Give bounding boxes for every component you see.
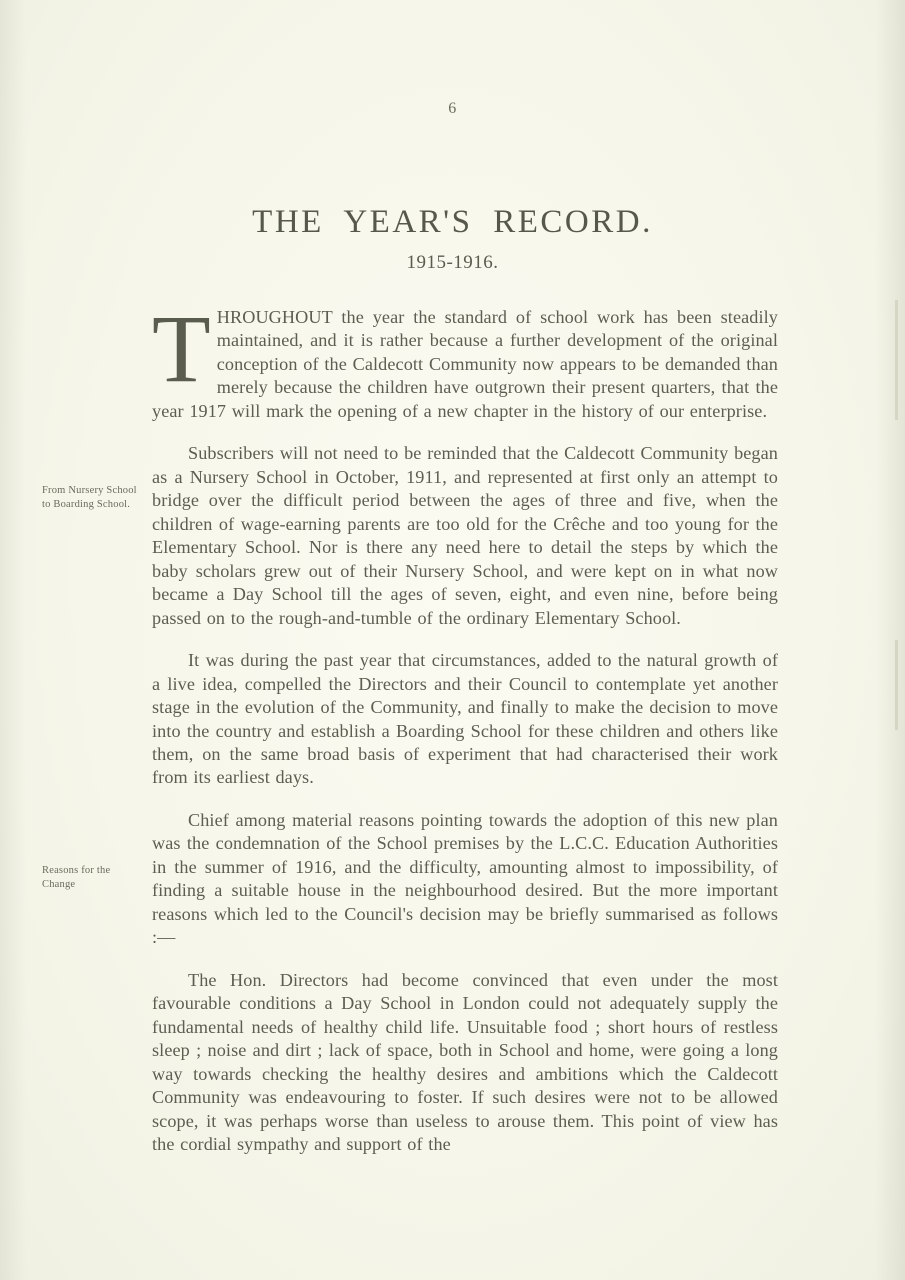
page-edge-mark <box>895 300 898 420</box>
paragraph-subscribers: Subscribers will not need to be reminded that the Caldecott Community began as a Nursery School in October, 1911, and represented at first only an attempt to bridge over the difficult period between the ages of three and five, when the children of wage-earning parents are too old for the Crêche and too young for the Elementary School. Nor is there any need here to detail the steps by which the baby scholars grew out of their Nursery School, and were kept on in what now became a Day School till the ages of seven, eight, and even nine, before being passed on to the rough-and-tumble of the ordinary Elementary School. <box>152 443 778 628</box>
paragraph-hon-directors: The Hon. Directors had become convinced that even under the most favourable conditions a Day School in London could not adequately supply the fundamental needs of healthy child life. Unsuitable food ; short hours of restless sleep ; noise and dirt ; lack of space, both in School and home, were going a long way towards checking the healthy desires and ambitions which the Caldecott Community was endeavouring to foster. If such desires were not to be allowed scope, it was perhaps worse than useless to arouse them. This point of view has the cordial sympathy and support of the <box>152 969 778 1154</box>
page-title: THE YEAR'S RECORD. <box>252 204 653 241</box>
paragraph-opening-lead: HROUGHOUT the year the standard of school work has been steadily maintained, and it is rather because a further development of the original conception of the Caldecott Community now appears to be demanded than <box>216 307 778 374</box>
paragraph-opening <box>152 295 778 423</box>
paragraph-past-year: It was during the past year that circumstances, added to the natural growth of a live idea, compelled the Directors and their Council to contemplate yet another stage in the evolution of the Community, and finally to make the decision to move into the country and establish a Boarding School for these children and others like them, on the same broad basis of experiment that had characterised their work from its earliest days. <box>152 650 778 788</box>
page-subtitle: 1915-1916. <box>406 252 499 273</box>
body-text-column <box>152 295 778 1175</box>
paragraph-material-reasons: Chief among material reasons pointing towards the adoption of this new plan was the condemnation of the School premises by the L.C.C. Education Authorities in the summer of 1916, and the difficulty, amounting almost to impossibility, of finding a suitable house in the neighbourhood desired. But the more important reasons which led to the Council's decision may be briefly summarised as follows :— <box>152 809 778 948</box>
paragraph-opening-rest: merely because the children have outgrown their present quarters, that the year 1917 will mark the opening of a new chapter in the history of our enterprise. <box>152 377 778 421</box>
page-edge-mark <box>895 640 898 730</box>
margin-note-nursery-to-boarding: From Nursery School to Boarding School. <box>42 485 137 511</box>
drop-cap-letter: T <box>152 295 211 402</box>
page-number: 6 <box>448 100 457 117</box>
margin-note-reasons-for-change: Reasons for the Change <box>42 865 111 891</box>
